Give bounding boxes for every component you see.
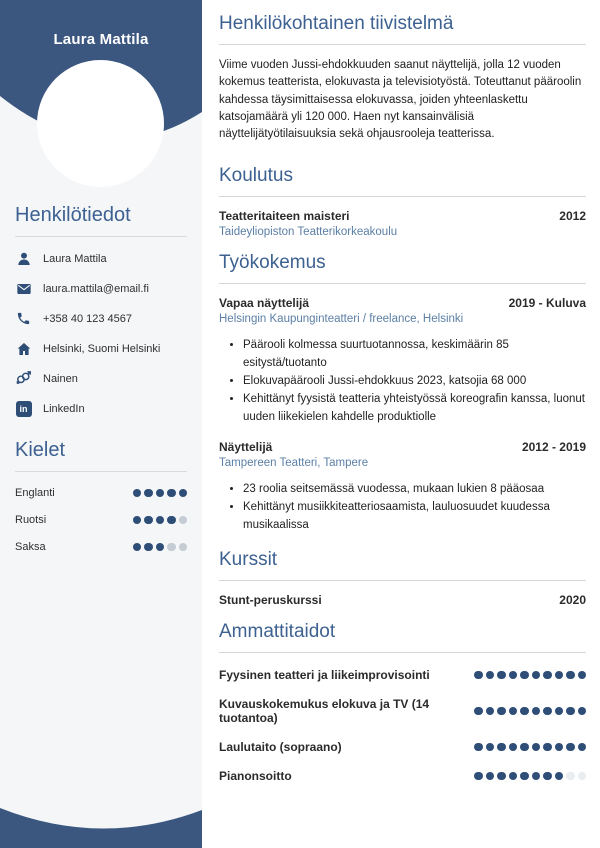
footer-wave-shape: [0, 800, 202, 848]
school-link: Taideyliopiston Teatterikorkeakoulu: [219, 226, 398, 239]
contact-linkedin-text[interactable]: LinkedIn: [43, 402, 85, 415]
course-name: Stunt-peruskurssi: [219, 592, 322, 607]
gender-icon: [15, 370, 32, 387]
languages-heading: Kielet: [15, 439, 187, 472]
employer-link: Helsingin Kaupunginteatteri / freelance, Helsinki: [219, 313, 464, 326]
contact-location-text: Helsinki, Suomi Helsinki: [43, 342, 161, 355]
skill-level-dots: [474, 743, 586, 752]
skill-name: Kuvauskokemukus elokuva ja TV (14 tuotantoa): [219, 696, 430, 725]
skill-level-dots: [474, 772, 586, 781]
languages-section: [15, 439, 187, 553]
language-row: [15, 514, 187, 526]
contact-row-phone: [15, 310, 187, 327]
skill-name: Pianonsoitto: [219, 768, 292, 783]
mail-icon: [15, 280, 32, 297]
skill-row: [219, 769, 586, 783]
skill-name: Fyysinen teatteri ja liikeimprovisointi: [219, 667, 430, 682]
contact-row-linkedin[interactable]: [15, 400, 187, 417]
courses-section: [219, 549, 586, 607]
personal-info-heading: Henkilötiedot: [15, 204, 187, 237]
contact-email-text: laura.mattila@email.fi: [43, 282, 149, 295]
courses-title: Kurssit: [219, 549, 586, 581]
contact-row-location: [15, 340, 187, 357]
skill-level-dots: [474, 671, 586, 680]
language-level-dots: [133, 543, 188, 552]
contact-name-text: Laura Mattila: [43, 252, 107, 265]
skill-row: [219, 740, 586, 754]
language-name: Ruotsi: [15, 514, 47, 526]
skills-section: [219, 621, 586, 783]
job-title: Vapaa näyttelijä: [219, 296, 310, 311]
employer-link: Tampereen Teatteri, Tampere: [219, 457, 369, 470]
job-bullets: [243, 481, 586, 534]
language-level-dots: [133, 489, 188, 498]
job-bullet: • Kehittänyt musiikkiteatteriosaamista, lauluosuudet kuudessa musikaalissa: [243, 499, 586, 535]
language-level-dots: [133, 516, 188, 525]
job-title: Näyttelijä: [219, 440, 273, 455]
job-date: 2019 - Kuluva: [508, 296, 586, 311]
job-bullet: • 23 roolia seitsemässä vuodessa, mukaan lukien 8 pääosaa: [243, 481, 586, 499]
language-name: Saksa: [15, 541, 46, 553]
summary-title: Henkilökohtainen tiivistelmä: [219, 13, 586, 45]
language-row: [15, 487, 187, 499]
job-date: 2012 - 2019: [521, 440, 586, 455]
experience-entry: [219, 296, 586, 426]
home-icon: [15, 340, 32, 357]
course-date: 2020: [559, 592, 586, 607]
experience-section: [219, 252, 586, 535]
summary-section: [219, 13, 586, 143]
main-content: [202, 0, 600, 848]
experience-title: Työkokemus: [219, 252, 586, 284]
language-name: Englanti: [15, 487, 55, 499]
avatar: [37, 60, 164, 187]
person-name: Laura Mattila: [53, 31, 149, 48]
experience-entry: [219, 440, 586, 534]
skill-level-dots: [474, 707, 586, 716]
phone-icon: [15, 310, 32, 327]
job-bullets: [243, 337, 586, 426]
contact-row-email: [15, 280, 187, 297]
contact-phone-text: +358 40 123 4567: [43, 312, 133, 325]
education-entry: [219, 209, 586, 238]
degree-date: 2012: [559, 209, 586, 224]
sidebar: [0, 0, 202, 848]
skills-title: Ammattitaidot: [219, 621, 586, 653]
course-entry: [219, 593, 586, 607]
contact-row-name: [15, 250, 187, 267]
contact-gender-text: Nainen: [43, 372, 78, 385]
skill-row: [219, 697, 586, 725]
summary-text: Viime vuoden Jussi-ehdokkuuden saanut näyttelijä, jolla 12 vuoden kokemus teatterista, elokuvasta ja televisiotyöstä. Toteuttanut pääroolin kahdessa täysimittaisessa elokuvassa, joiden yhteenlaskettu katsojamäärä yli 120 000. Haen nyt kansainvälisiä näyttelijätyötilaisuuksia sekä ohjausrooleja teatterissa.: [219, 59, 582, 140]
education-section: [219, 165, 586, 238]
job-bullet: • Elokuvapäärooli Jussi-ehdokkuus 2023, katsojia 68 000: [243, 373, 586, 391]
skill-row: [219, 668, 586, 682]
contact-row-gender: [15, 370, 187, 387]
job-bullet: • Kehittänyt fyysistä teatteria yhteistyössä koreografin kanssa, luonut uuden liikekielen kahdelle produktiolle: [243, 391, 586, 427]
sidebar-content: [0, 204, 202, 568]
degree-title: Teatteritaiteen maisteri: [219, 209, 350, 224]
skill-name: Laulutaito (sopraano): [219, 739, 342, 754]
user-icon: [15, 250, 32, 267]
linkedin-icon: in: [15, 400, 32, 417]
education-title: Koulutus: [219, 165, 586, 197]
language-row: [15, 541, 187, 553]
job-bullet: • Päärooli kolmessa suurtuotannossa, keskimäärin 85 esitystä/tuotanto: [243, 337, 586, 373]
contact-list: [15, 250, 187, 417]
